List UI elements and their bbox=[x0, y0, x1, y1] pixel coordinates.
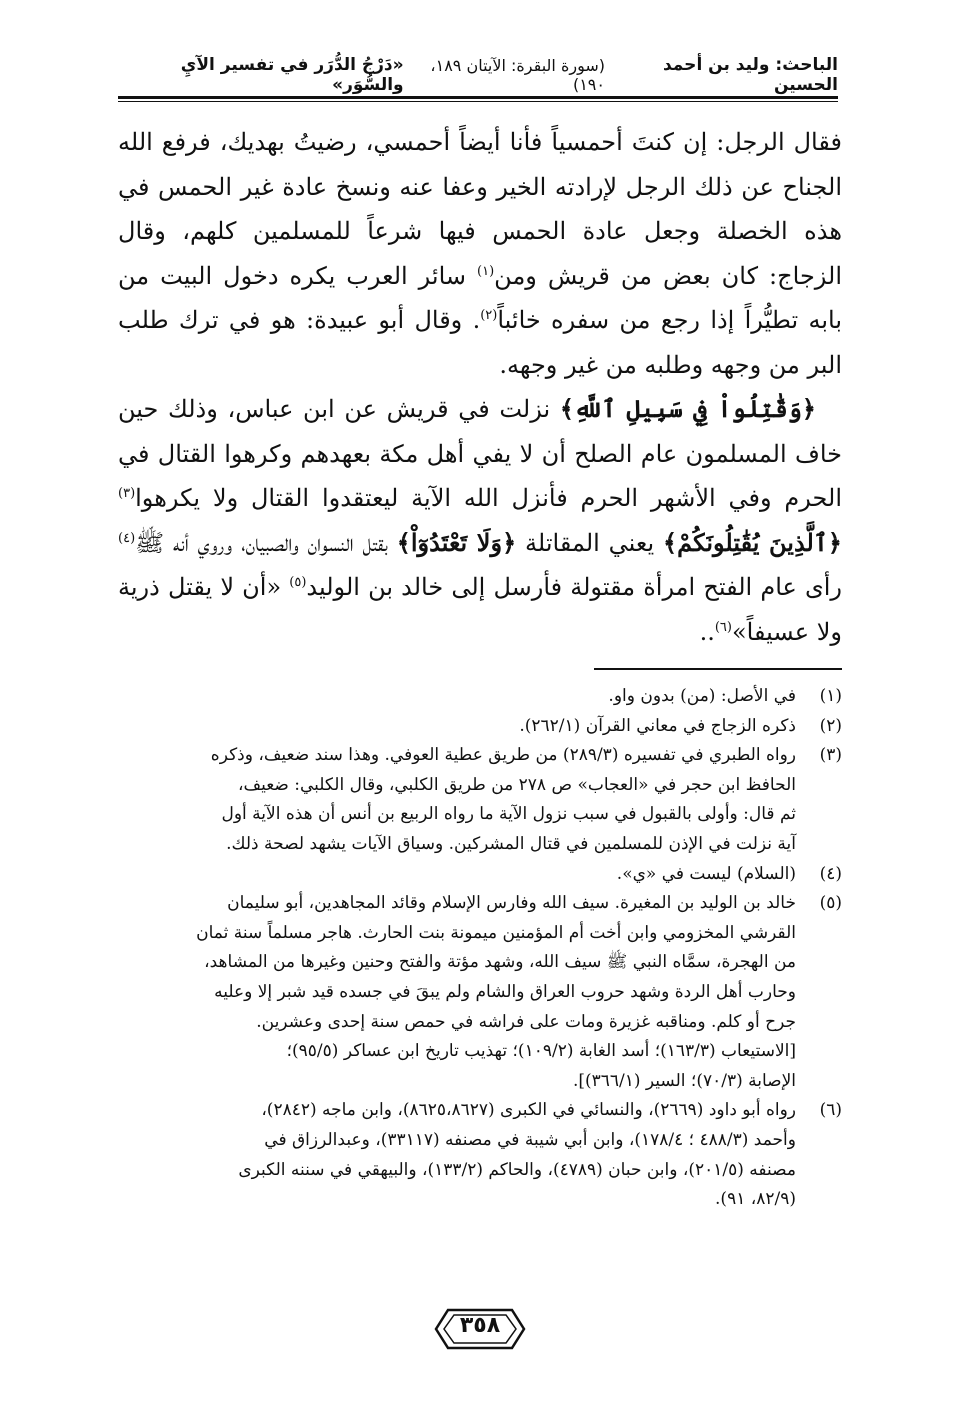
text-run: نزلت في قريش عن ابن عباس، وذلك حين خاف المسلمون عام الصلح أن لا يفي أهل مكة بعهدهم وكرهوا القتال في الحرم وفي الأشهر الحرم فأنزل الله الآية ليعتقدوا القتال ولا يكرهوا bbox=[118, 395, 842, 512]
footnote-text bbox=[118, 741, 796, 859]
footnote-line: مصنفه (٢٠١/٥)، وابن حبان (٤٧٨٩)، والحاكم (١٣٣/٢)، والبيهقي في سننه الكبرى bbox=[238, 1159, 796, 1180]
footnote-ref-6[interactable]: (٦) bbox=[714, 619, 732, 635]
footnote-item bbox=[118, 682, 842, 712]
footnote-line: القرشي المخزومي وابن أخت أم المؤمنين ميمونة بنت الحارث. هاجر مسلماً سنة ثمان bbox=[196, 922, 796, 943]
footnote-ref-5[interactable]: (٥) bbox=[289, 575, 307, 590]
text-run: .. bbox=[699, 617, 715, 646]
quran-quote-3: ﴿وَلَا تَعْتَدُوٓاْ﴾ bbox=[396, 527, 517, 557]
footnote-line: في الأصل: (من) بدون واو. bbox=[608, 686, 796, 706]
footnote-item bbox=[118, 860, 842, 890]
footnote-ref-3[interactable]: (٣) bbox=[118, 486, 136, 501]
footnote-line: ثم قال: وأولى بالقبول في سبب نزول الآية ما رواه الربيع بن أنس أن هذه الآية أول bbox=[221, 804, 796, 825]
footnote-number: (٦) bbox=[819, 1100, 842, 1121]
footnote-line: (٨٢/٩، ٩١). bbox=[715, 1189, 796, 1210]
header-book-title: «دَرْجُ الدُّرَر في تفسير الآيِ والسُّوَر» bbox=[180, 55, 404, 95]
footnote-line: من الهجرة، سمَّاه النبي ﷺ سيف الله، وشهد مؤتة والفتح وحنين وغيرها من المشاهد، bbox=[204, 952, 796, 973]
text-run: بقتل النسوان والصبيان، وروي أنه ﷺ bbox=[135, 528, 397, 557]
footnote-item bbox=[118, 889, 842, 1096]
running-header bbox=[118, 55, 838, 95]
text-run: فقال الرجل: إن كنتَ أحمسياً فأنا أيضاً أحمسي، رضيتُ بهديك، فرفع الله الجناح عن ذلك الرجل لإرادته الخير وعفا عنه ونسخ عادة غير الحمس في هذه الخصلة وجعل عادة الحمس فيها شرعاً للمسلمين كلهم، وقال الزجاج: كان بعض من قريش ومن bbox=[118, 128, 842, 290]
footnote-line: [الاستيعاب (١٦٣/٣)؛ أسد الغابة (١٠٩/٢)؛ تهذيب تاريخ ابن عساكر (٩٥/٥)؛ bbox=[286, 1041, 796, 1062]
text-run: . وقال أبو عبيدة: هو في ترك طلب البر من وجهه وطلبه من غير وجهه. bbox=[118, 306, 842, 379]
footnote-text bbox=[118, 1096, 796, 1214]
footnote-separator bbox=[594, 668, 842, 670]
footnote-line: الحافظ ابن حجر في «العجاب» ص ٢٧٨ من طريق الكلبي، وقال الكلبي: ضعيف، bbox=[238, 774, 796, 795]
header-author: الباحث: وليد بن أحمد الحسين bbox=[662, 55, 838, 95]
footnote-line: وأحمد (٤٨٨/٣ ؛ ١٧٨/٤)، وابن أبي شيبة في مصنفه (٣٣١١٧)، وعبدالرزاق في bbox=[264, 1129, 796, 1150]
footnote-item bbox=[118, 712, 842, 742]
quran-quote-2: ﴿ٱلَّذِينَ يُقَٰتِلُونَكُمْ﴾ bbox=[663, 527, 842, 557]
footnote-line: وحارب أهل الردة وشهد حروب العراق والشام ولم يبقَ في جسده قيد شبر إلا وعليه bbox=[214, 981, 796, 1002]
footnote-line: خالد بن الوليد بن المغيرة. سيف الله وفارس الإسلام وقائد المجاهدين، أبو سليمان bbox=[227, 893, 796, 914]
paragraph-1 bbox=[118, 120, 842, 387]
footnote-text bbox=[118, 860, 796, 890]
header-rule-thin bbox=[118, 101, 838, 102]
paragraph-2 bbox=[118, 387, 842, 654]
footnotes bbox=[118, 682, 842, 1215]
footnote-number: (٥) bbox=[819, 893, 842, 914]
footnote-line: جرح أو كلم. ومناقبه غزيرة ومات على فراشه في حمص سنة إحدى وعشرين. bbox=[256, 1011, 796, 1032]
footnote-item bbox=[118, 741, 842, 859]
page-number-ornament bbox=[434, 1306, 526, 1352]
footnote-number: (٣) bbox=[819, 745, 842, 766]
footnote-line: آية نزلت في الإذن للمسلمين في قتال المشركين. وسياق الآيات يشهد لصحة ذلك. bbox=[226, 833, 796, 854]
footnote-number: (١) bbox=[819, 686, 842, 706]
footnote-line: الإصابة (٧٠/٣)؛ السير (٣٦٦/١)]. bbox=[572, 1070, 796, 1091]
header-surah: (سورة البقرة: الآيتان ١٨٩، ١٩٠) bbox=[430, 56, 605, 94]
quran-quote-1: ﴿وَقَٰتِلُواْ فِي سَبِيلِ ٱللَّهِ﴾ bbox=[559, 394, 816, 423]
footnote-line: رواه أبو داود (٢٦٦٩)، والنسائي في الكبرى (٨٦٢٥،٨٦٢٧)، وابن ماجه (٢٨٤٢)، bbox=[261, 1100, 796, 1121]
footnote-ref-1[interactable]: (١) bbox=[477, 263, 495, 279]
footnote-line: (السلام) ليست في «ي». bbox=[616, 863, 796, 884]
text-run: يعني المقاتلة bbox=[516, 528, 664, 557]
page-number: ٣٥٨ bbox=[459, 1313, 501, 1338]
text-run: سائر العرب يكره دخول البيت من بابه تطيُّراً إذا رجع من سفره خائباً bbox=[118, 261, 842, 334]
footnote-item bbox=[118, 1096, 842, 1214]
footnote-number: (٤) bbox=[819, 863, 842, 884]
footnote-ref-2[interactable]: (٢) bbox=[480, 308, 498, 323]
footnote-text bbox=[118, 682, 796, 712]
footnote-text bbox=[118, 712, 796, 742]
footnote-number: (٢) bbox=[819, 715, 842, 736]
footnote-line: ذكره الزجاج في معاني القرآن (٢٦٢/١). bbox=[519, 715, 796, 736]
footnote-text bbox=[118, 889, 796, 1096]
header-rule-thick bbox=[118, 96, 838, 99]
text-run: «أن لا يقتل ذرية ولا عسيفاً» bbox=[118, 573, 842, 646]
main-text bbox=[118, 120, 842, 654]
footnote-line: رواه الطبري في تفسيره (٢٨٩/٣) من طريق عطية العوفي. وهذا سند ضعيف، وذكره bbox=[210, 745, 796, 766]
footnote-ref-4[interactable]: (٤) bbox=[118, 530, 136, 546]
text-run: رأى عام الفتح امرأة مقتولة فأرسل إلى خالد بن الوليد bbox=[306, 573, 842, 601]
